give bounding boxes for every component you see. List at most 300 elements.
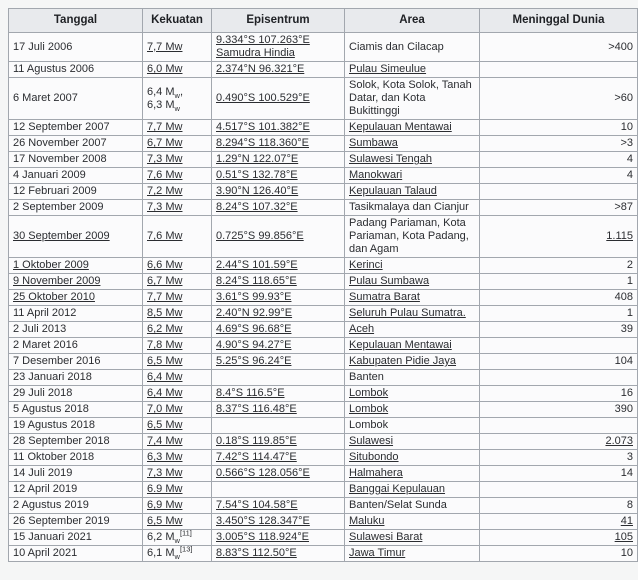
kekuatan-link[interactable]: 6,5 Mw [147, 419, 183, 431]
episentrum-link[interactable]: 0.18°S 119.85°E [216, 435, 297, 447]
table-row [9, 152, 638, 168]
tanggal-link[interactable]: 25 Oktober 2010 [13, 291, 95, 303]
cell-episentrum [212, 386, 345, 402]
area-text: Tasikmalaya dan Cianjur [349, 201, 469, 213]
cell-area [345, 386, 480, 402]
cell-area [345, 216, 480, 258]
kekuatan-link[interactable]: 6,7 Mw [147, 137, 183, 149]
tanggal-text: 11 Oktober 2018 [13, 451, 95, 463]
tanggal-text: 2 Juli 2013 [13, 323, 67, 335]
cell-area [345, 498, 480, 514]
episentrum-link[interactable]: 3.450°S 128.347°E [216, 515, 310, 527]
cell-meninggal [480, 136, 638, 152]
episentrum-link[interactable]: 2.374°N 96.321°E [216, 63, 305, 75]
table-row [9, 418, 638, 434]
cell-kekuatan [143, 434, 212, 450]
episentrum-link[interactable]: 8.24°S 107.32°E [216, 201, 298, 213]
cell-meninggal [480, 370, 638, 386]
cell-area [345, 482, 480, 498]
table-row [9, 322, 638, 338]
area-link[interactable]: Situbondo [349, 451, 399, 463]
cell-area [345, 450, 480, 466]
cell-kekuatan [143, 514, 212, 530]
cell-tanggal [9, 120, 143, 136]
kekuatan-link[interactable]: 6,7 Mw [147, 275, 183, 287]
area-link[interactable]: Kepulauan Talaud [349, 185, 437, 197]
cell-episentrum [212, 434, 345, 450]
tanggal-text: 2 September 2009 [13, 201, 104, 213]
cell-area [345, 290, 480, 306]
cell-episentrum [212, 322, 345, 338]
area-link[interactable]: Banggai Kepulauan [349, 483, 446, 495]
cell-tanggal [9, 152, 143, 168]
cell-area [345, 546, 480, 562]
cell-tanggal [9, 338, 143, 354]
cell-kekuatan [143, 136, 212, 152]
cell-episentrum [212, 530, 345, 546]
cell-tanggal [9, 136, 143, 152]
cell-tanggal [9, 482, 143, 498]
meninggal-text: 16 [620, 387, 633, 399]
kekuatan-link[interactable]: 6,9 Mw [147, 499, 183, 511]
episentrum-link[interactable]: 3.90°N 126.40°E [216, 185, 299, 197]
table-row [9, 434, 638, 450]
table-row [9, 258, 638, 274]
cell-tanggal [9, 290, 143, 306]
kekuatan-link[interactable]: 6.9 Mw [147, 483, 183, 495]
kekuatan-link[interactable]: 7,4 Mw [147, 435, 183, 447]
cell-episentrum [212, 274, 345, 290]
cell-area [345, 184, 480, 200]
cell-kekuatan [143, 290, 212, 306]
table-row [9, 402, 638, 418]
cell-kekuatan [143, 120, 212, 136]
episentrum-link[interactable]: 0.725°S 99.856°E [216, 230, 304, 242]
cell-tanggal [9, 434, 143, 450]
area-link[interactable]: Pulau Simeulue [349, 63, 427, 75]
cell-episentrum [212, 200, 345, 216]
cell-tanggal [9, 168, 143, 184]
tanggal-text: 12 September 2007 [13, 121, 110, 133]
cell-kekuatan [143, 168, 212, 184]
cell-area [345, 78, 480, 120]
episentrum-link[interactable]: 2.40°N 92.99°E [216, 307, 293, 319]
tanggal-text: 17 November 2008 [13, 153, 107, 165]
header-row [9, 9, 638, 33]
cell-episentrum [212, 136, 345, 152]
kekuatan-link[interactable]: 7,2 Mw [147, 185, 183, 197]
tanggal-text: 6 Maret 2007 [13, 92, 78, 104]
cell-tanggal [9, 274, 143, 290]
meninggal-text: 3 [626, 451, 633, 463]
tanggal-text: 5 Agustus 2018 [13, 403, 89, 415]
kekuatan-link[interactable]: 7,0 Mw [147, 403, 183, 415]
cell-tanggal [9, 546, 143, 562]
episentrum-link[interactable]: 8.37°S 116.48°E [216, 403, 297, 415]
cell-kekuatan [143, 530, 212, 546]
episentrum-link[interactable]: 7.42°S 114.47°E [216, 451, 297, 463]
cell-area [345, 322, 480, 338]
cell-tanggal [9, 62, 143, 78]
table-row [9, 136, 638, 152]
meninggal-text: 1 [626, 275, 633, 287]
cell-kekuatan [143, 338, 212, 354]
episentrum-link[interactable]: 9.334°S 107.263°E Samudra Hindia [216, 34, 310, 59]
cell-area [345, 62, 480, 78]
table-row [9, 546, 638, 562]
kekuatan-link[interactable]: 6,4 Mw [147, 371, 183, 383]
cell-area [345, 354, 480, 370]
cell-kekuatan [143, 152, 212, 168]
cell-kekuatan [143, 216, 212, 258]
episentrum-link[interactable]: 8.83°S 112.50°E [216, 547, 297, 559]
cell-kekuatan [143, 274, 212, 290]
tanggal-text: 19 Agustus 2018 [13, 419, 95, 431]
cell-area [345, 168, 480, 184]
tanggal-text: 14 Juli 2019 [13, 467, 73, 479]
meninggal-link[interactable]: 105 [614, 531, 633, 543]
cell-episentrum [212, 482, 345, 498]
kekuatan-text: 6,4 $M_w$, 6,3 $M_w$ [147, 85, 183, 113]
episentrum-link[interactable]: 8.4°S 116.5°E [216, 387, 285, 399]
cell-meninggal [480, 200, 638, 216]
cell-meninggal [480, 168, 638, 184]
kekuatan-link[interactable]: 7,6 Mw [147, 169, 183, 181]
area-text: Padang Pariaman, Kota Pariaman, Kota Padang, dan Agam [349, 217, 469, 255]
kekuatan-link[interactable]: 7,7 Mw [147, 40, 183, 53]
tanggal-link[interactable]: 9 November 2009 [13, 275, 101, 287]
meninggal-text: 2 [626, 259, 633, 271]
cell-area [345, 338, 480, 354]
table-row [9, 370, 638, 386]
tanggal-text: 23 Januari 2018 [13, 371, 92, 383]
episentrum-link[interactable]: 3.61°S 99.93°E [216, 291, 292, 303]
cell-kekuatan [143, 354, 212, 370]
tanggal-text: 7 Desember 2016 [13, 355, 101, 367]
area-link[interactable]: Kerinci [349, 259, 383, 271]
tanggal-text: 26 September 2019 [13, 515, 110, 527]
kekuatan-link[interactable]: 7,7 Mw [147, 121, 183, 133]
tanggal-text: 12 Februari 2009 [13, 185, 97, 197]
episentrum-link[interactable]: 1.29°N 122.07°E [216, 153, 299, 165]
table-row [9, 498, 638, 514]
tanggal-text: 10 April 2021 [13, 547, 78, 559]
area-link[interactable]: Kepulauan Mentawai [349, 339, 452, 351]
kekuatan-link[interactable]: 7,3 Mw [147, 153, 183, 165]
episentrum-link[interactable]: 0.490°S 100.529°E [216, 92, 310, 104]
area-link[interactable]: Halmahera [349, 467, 403, 479]
kekuatan-link[interactable]: 7,7 Mw [147, 291, 183, 303]
table-row [9, 306, 638, 322]
cell-meninggal [480, 482, 638, 498]
table-row [9, 290, 638, 306]
cell-meninggal [480, 306, 638, 322]
cell-episentrum [212, 120, 345, 136]
meninggal-text: 10 [620, 547, 633, 559]
meninggal-link[interactable]: 41 [620, 515, 633, 527]
tanggal-text: 26 November 2007 [13, 137, 107, 149]
table-row [9, 530, 638, 546]
cell-kekuatan [143, 78, 212, 120]
cell-tanggal [9, 370, 143, 386]
tanggal-text: 17 Juli 2006 [13, 40, 73, 53]
meninggal-text: >87 [614, 201, 633, 213]
cell-area [345, 514, 480, 530]
area-text: Lombok [349, 419, 389, 431]
column-header-meninggal: Meninggal Dunia [480, 9, 638, 33]
table-row [9, 386, 638, 402]
table-row [9, 354, 638, 370]
area-text: Banten/Selat Sunda [349, 499, 447, 511]
cell-meninggal [480, 418, 638, 434]
meninggal-text: 4 [626, 169, 633, 181]
cell-tanggal [9, 514, 143, 530]
cell-tanggal [9, 184, 143, 200]
area-text: Ciamis dan Cilacap [349, 40, 444, 53]
cell-episentrum [212, 546, 345, 562]
kekuatan-text: 6,2 $M_w[11]$ [147, 528, 192, 546]
cell-episentrum [212, 62, 345, 78]
cell-area [345, 434, 480, 450]
table-row [9, 62, 638, 78]
area-link[interactable]: Lombok [349, 403, 389, 415]
table-row [9, 482, 638, 498]
column-header-tanggal: Tanggal [9, 9, 143, 33]
kekuatan-link[interactable]: 6,0 Mw [147, 63, 183, 75]
table-row [9, 274, 638, 290]
cell-meninggal [480, 354, 638, 370]
tanggal-text: 12 April 2019 [13, 483, 78, 495]
tanggal-text: 2 Maret 2016 [13, 339, 78, 351]
episentrum-link[interactable]: 7.54°S 104.58°E [216, 499, 298, 511]
area-link[interactable]: Sulawesi [349, 435, 394, 447]
cell-meninggal [480, 258, 638, 274]
cell-meninggal [480, 322, 638, 338]
meninggal-text: 8 [626, 499, 633, 511]
cell-tanggal [9, 306, 143, 322]
cell-meninggal [480, 386, 638, 402]
kekuatan-link[interactable]: 6,2 Mw [147, 323, 183, 335]
episentrum-link[interactable]: 3.005°S 118.924°E [216, 531, 310, 543]
cell-kekuatan [143, 306, 212, 322]
kekuatan-link[interactable]: 6,3 Mw [147, 451, 183, 463]
tanggal-link[interactable]: 1 Oktober 2009 [13, 259, 89, 271]
episentrum-link[interactable]: 0.566°S 128.056°E [216, 467, 310, 479]
area-link[interactable]: Sumbawa [349, 137, 398, 149]
cell-tanggal [9, 200, 143, 216]
kekuatan-text: 6,1 $M_w[13]$ [147, 544, 193, 562]
meninggal-text: 14 [620, 467, 633, 479]
table-row [9, 120, 638, 136]
cell-episentrum [212, 338, 345, 354]
tanggal-text: 29 Juli 2018 [13, 387, 73, 399]
kekuatan-link[interactable]: 6,5 Mw [147, 515, 183, 527]
cell-meninggal [480, 290, 638, 306]
cell-kekuatan [143, 33, 212, 62]
table-body [9, 33, 638, 562]
cell-tanggal [9, 258, 143, 274]
cell-meninggal [480, 62, 638, 78]
cell-episentrum [212, 306, 345, 322]
table-row [9, 450, 638, 466]
cell-tanggal [9, 530, 143, 546]
cell-tanggal [9, 322, 143, 338]
episentrum-link[interactable]: 8.294°S 118.360°E [216, 137, 310, 149]
column-header-episentrum: Episentrum [212, 9, 345, 33]
cell-kekuatan [143, 482, 212, 498]
episentrum-link[interactable]: 5.25°S 96.24°E [216, 355, 292, 367]
kekuatan-link[interactable]: 7,8 Mw [147, 339, 183, 351]
table-row [9, 514, 638, 530]
cell-area [345, 370, 480, 386]
area-link[interactable]: Seluruh Pulau Sumatra. [349, 307, 466, 319]
cell-meninggal [480, 216, 638, 258]
table-header [9, 9, 638, 33]
cell-episentrum [212, 402, 345, 418]
earthquake-table-container [8, 8, 638, 562]
area-link[interactable]: Pulau Sumbawa [349, 275, 430, 287]
table-row [9, 78, 638, 120]
area-link[interactable]: Manokwari [349, 169, 403, 181]
cell-meninggal [480, 546, 638, 562]
area-link[interactable]: Sulawesi Barat [349, 531, 423, 543]
table-row [9, 200, 638, 216]
meninggal-text: 390 [614, 403, 633, 415]
cell-meninggal [480, 498, 638, 514]
cell-tanggal [9, 466, 143, 482]
meninggal-text: 10 [620, 121, 633, 133]
meninggal-text: >400 [608, 40, 633, 53]
cell-episentrum [212, 258, 345, 274]
tanggal-text: 15 Januari 2021 [13, 531, 92, 543]
cell-meninggal [480, 530, 638, 546]
cell-kekuatan [143, 386, 212, 402]
cell-meninggal [480, 184, 638, 200]
cell-tanggal [9, 402, 143, 418]
tanggal-text: 28 September 2018 [13, 435, 110, 447]
cell-episentrum [212, 514, 345, 530]
area-link[interactable]: Sumatra Barat [349, 291, 420, 303]
cell-episentrum [212, 450, 345, 466]
episentrum-link[interactable]: 0.51°S 132.78°E [216, 169, 298, 181]
meninggal-link[interactable]: 2.073 [605, 435, 633, 447]
cell-tanggal [9, 33, 143, 62]
cell-tanggal [9, 386, 143, 402]
table-row [9, 466, 638, 482]
area-link[interactable]: Kepulauan Mentawai [349, 121, 452, 133]
area-link[interactable]: Sulawesi Tengah [349, 153, 432, 165]
cell-kekuatan [143, 322, 212, 338]
table-row [9, 184, 638, 200]
cell-tanggal [9, 450, 143, 466]
meninggal-text: 104 [614, 355, 633, 367]
cell-tanggal [9, 216, 143, 258]
cell-episentrum [212, 33, 345, 62]
cell-kekuatan [143, 62, 212, 78]
area-link[interactable]: Aceh [349, 323, 375, 335]
cell-episentrum [212, 290, 345, 306]
meninggal-text: 408 [614, 291, 633, 303]
kekuatan-link[interactable]: 8,5 Mw [147, 307, 183, 319]
meninggal-text: >60 [614, 92, 633, 104]
cell-meninggal [480, 338, 638, 354]
cell-episentrum [212, 370, 345, 386]
episentrum-link[interactable]: 4.69°S 96.68°E [216, 323, 292, 335]
episentrum-link[interactable]: 8.24°S 118.65°E [216, 275, 297, 287]
cell-episentrum [212, 498, 345, 514]
tanggal-text: 2 Agustus 2019 [13, 499, 89, 511]
table-row [9, 168, 638, 184]
meninggal-text: 4 [626, 153, 633, 165]
area-text: Solok, Kota Solok, Tanah Datar, dan Kota Bukittinggi [349, 79, 472, 117]
area-text: Banten [349, 371, 384, 383]
column-header-area: Area [345, 9, 480, 33]
episentrum-link[interactable]: 2.44°S 101.59°E [216, 259, 298, 271]
column-header-kekuatan: Kekuatan [143, 9, 212, 33]
episentrum-link[interactable]: 4.90°S 94.27°E [216, 339, 292, 351]
area-link[interactable]: Jawa Timur [349, 547, 406, 559]
tanggal-text: 11 April 2012 [13, 307, 77, 319]
tanggal-link[interactable]: 30 September 2009 [13, 230, 110, 242]
cell-area [345, 120, 480, 136]
cell-kekuatan [143, 258, 212, 274]
table-row [9, 338, 638, 354]
area-link[interactable]: Maluku [349, 515, 385, 527]
cell-meninggal [480, 466, 638, 482]
cell-meninggal [480, 120, 638, 136]
cell-area [345, 274, 480, 290]
cell-kekuatan [143, 546, 212, 562]
cell-area [345, 136, 480, 152]
cell-tanggal [9, 78, 143, 120]
cell-area [345, 306, 480, 322]
cell-meninggal [480, 33, 638, 62]
cell-meninggal [480, 152, 638, 168]
kekuatan-link[interactable]: 7,6 Mw [147, 230, 183, 242]
kekuatan-link[interactable]: 6,4 Mw [147, 387, 183, 399]
area-link[interactable]: Kabupaten Pidie Jaya [349, 355, 457, 367]
cell-episentrum [212, 466, 345, 482]
cell-episentrum [212, 168, 345, 184]
cell-area [345, 33, 480, 62]
cell-meninggal [480, 78, 638, 120]
kekuatan-link[interactable]: 6,6 Mw [147, 259, 183, 271]
cell-area [345, 200, 480, 216]
cell-tanggal [9, 498, 143, 514]
cell-episentrum [212, 78, 345, 120]
cell-meninggal [480, 434, 638, 450]
tanggal-text: 11 Agustus 2006 [13, 63, 95, 75]
cell-area [345, 530, 480, 546]
earthquake-table [8, 8, 638, 562]
cell-episentrum [212, 354, 345, 370]
episentrum-link[interactable]: 4.517°S 101.382°E [216, 121, 310, 133]
cell-episentrum [212, 418, 345, 434]
cell-meninggal [480, 402, 638, 418]
meninggal-link[interactable]: 1.115 [606, 230, 633, 242]
area-link[interactable]: Lombok [349, 387, 389, 399]
cell-kekuatan [143, 200, 212, 216]
cell-kekuatan [143, 402, 212, 418]
kekuatan-link[interactable]: 6,5 Mw [147, 355, 183, 367]
cell-meninggal [480, 450, 638, 466]
kekuatan-link[interactable]: 7,3 Mw [147, 467, 183, 479]
cell-episentrum [212, 152, 345, 168]
cell-meninggal [480, 514, 638, 530]
cell-episentrum [212, 216, 345, 258]
cell-episentrum [212, 184, 345, 200]
kekuatan-link[interactable]: 7,3 Mw [147, 201, 183, 213]
